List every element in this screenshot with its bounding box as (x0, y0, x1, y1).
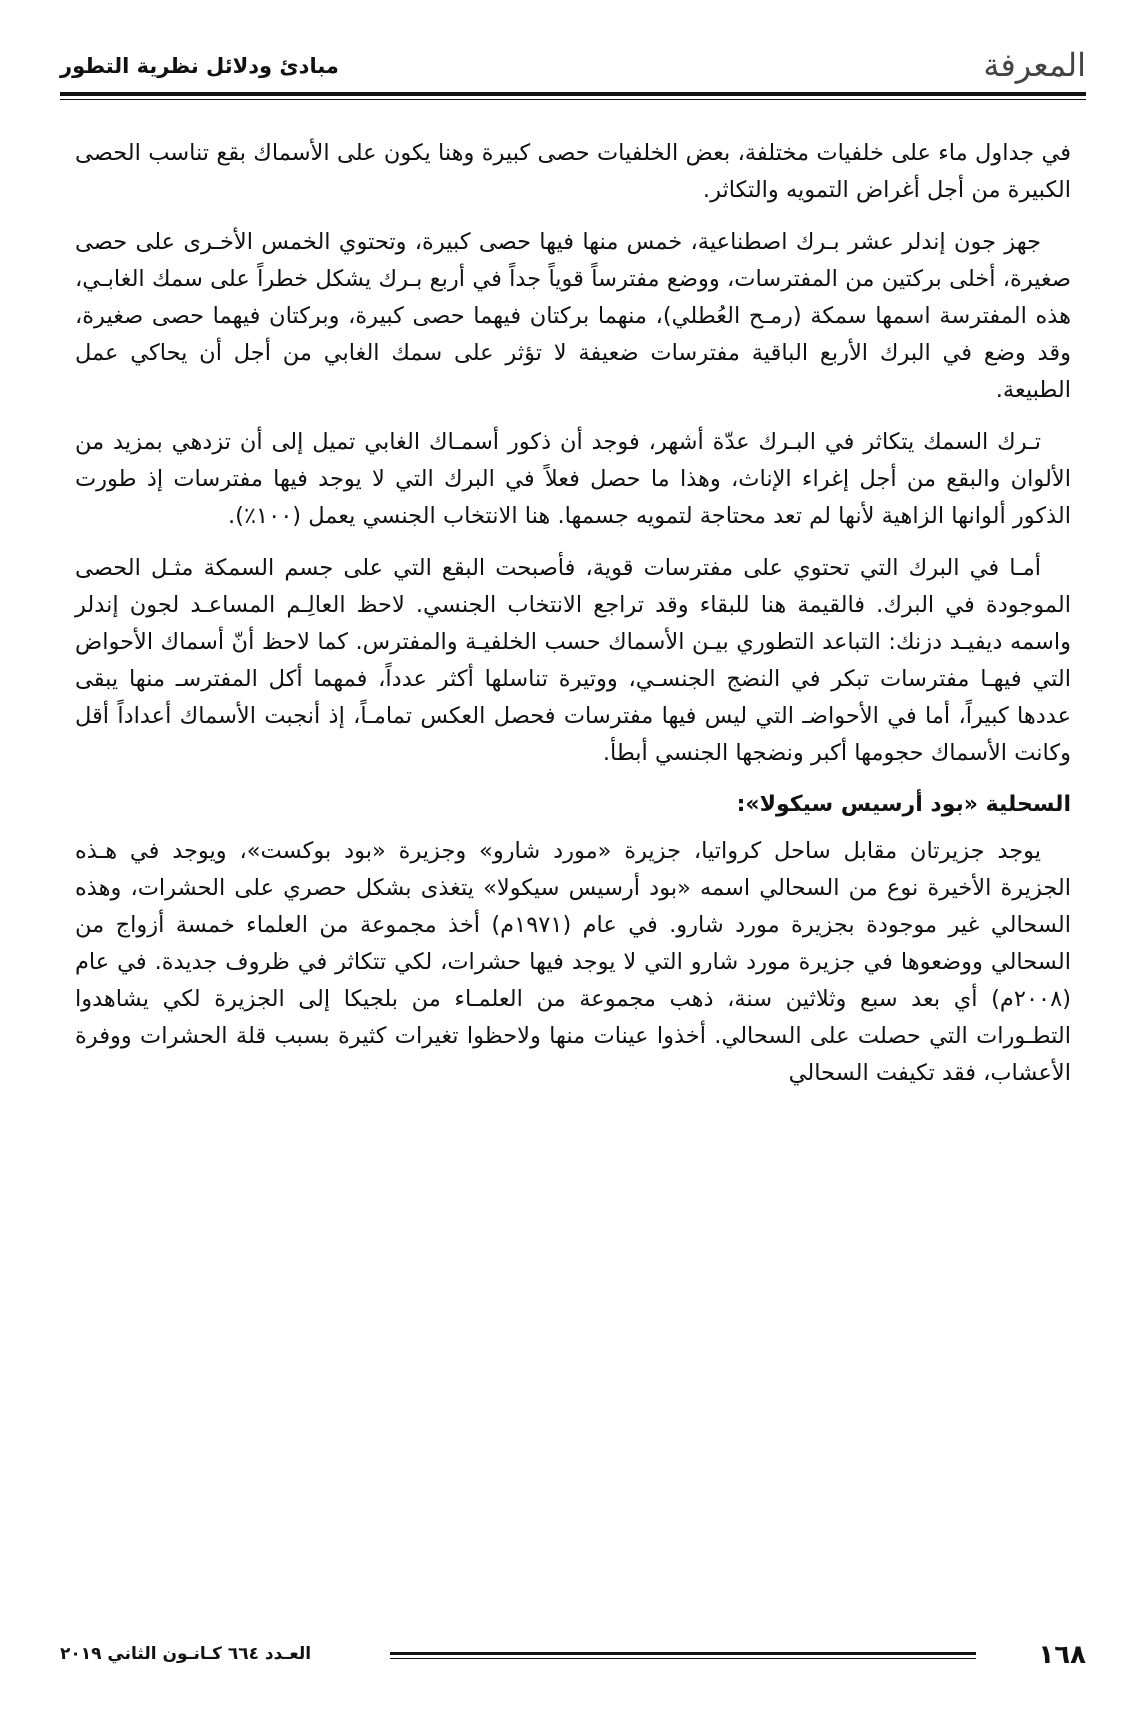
magazine-logo: المعرفة (983, 46, 1086, 84)
page-footer (60, 1640, 1086, 1680)
issue-label: العـدد ٦٦٤ كـانـون الثاني ٢٠١٩ (60, 1644, 312, 1664)
paragraph: يوجد جزيرتان مقابل ساحل كرواتيا، جزيرة «مورد شارو» وجزيرة «بود بوكست»، ويوجد في هـذه الجزيرة الأخيرة نوع من السحالي اسمه «بود أرسيس سيكولا» يتغذى بشكل حصري على الحشرات، وهذه السحالي غير موجودة بجزيرة مورد شارو. في عام (١٩٧١م) أخذ مجموعة من العلماء خمسة أزواج من السحالي ووضعوها في جزيرة مورد شارو التي لا يوجد فيها حشرات، لكي تتكاثر في ظروف جديدة. في عام (٢٠٠٨م) أي بعد سبع وثلاثين سنة، ذهب مجموعة من العلمـاء من بلجيكا إلى الجزيرة لكي يشاهدوا التطـورات التي حصلت على السحالي. أخذوا عينات منها ولاحظوا تغيرات كثيرة بسبب قلة الحشرات ووفرة الأعشاب، فقد تكيفت السحالي (75, 838, 1072, 1086)
header-rule-thin (60, 99, 1086, 100)
paragraph: أمـا في البرك التي تحتوي على مفترسات قوية، فأصبحت البقع التي على جسم السمكة مثـل الحصى الموجودة في البرك. فالقيمة هنا للبقاء وقد تراجع الانتخاب الجنسي. لاحظ العالِـم المساعـد لجون إندلر واسمه ديفيـد دزنك: التباعد التطوري بيـن الأسماك حسب الخلفيـة والمفترس. كما لاحظ أنّ أسماك الأحواض التي فيهـا مفترسات تبكر في النضج الجنسـي، ووتيرة تناسلها أكثر عدداً، فمهما أكل المفترسـ منها يبقى عددها كبيراً، أما في الأحواضـ التي ليس فيها مفترسات فحصل العكس تمامـاً، إذ أنجبت الأسماك أعداداً أقل وكانت الأسماك حجومها أكبر ونضجها الجنسي أبطأ. (75, 555, 1071, 766)
footer-rule-thin (390, 1658, 976, 1659)
paragraph: في جداول ماء على خلفيات مختلفة، بعض الخلفيات حصى كبيرة وهنا يكون على الأسماك بقع تناسب الحصى الكبيرة من أجل أغراض التمويه والتكاثر. (75, 140, 1071, 203)
header-rule (60, 92, 1086, 96)
page-number: ١٦٨ (1038, 1640, 1086, 1670)
page-header (60, 40, 1086, 90)
section-heading: السحلية «بود أرسيس سيكولا»: (736, 792, 1071, 817)
paragraph: تـرك السمك يتكاثر في البـرك عدّة أشهر، فوجد أن ذكور أسمـاك الغابي تميل إلى أن تزدهي بمزيد من الألوان والبقع من أجل إغراء الإناث، وهذا ما حصل فعلاً في البرك التي لا يوجد فيها مفترسات إذ طورت الذكور ألوانها الزاهية لأنها لم تعد محتاجة لتمويه جسمها. هنا الانتخاب الجنسي يعمل (١٠٠٪). (75, 429, 1071, 529)
footer-rule (390, 1652, 976, 1655)
paragraph: جهز جون إندلر عشر بـرك اصطناعية، خمس منها فيها حصى كبيرة، وتحتوي الخمس الأخـرى على حصى صغيرة، أخلى بركتين من المفترسات، ووضع مفترساً قوياً جداً في أربع بـرك يشكل خطراً على سمك الغابـي، هذه المفترسة اسمها سمكة (رمـح العُطلي)، منهما بركتان فيهما حصى كبيرة، وبركتان فيهما حصى صغيرة، وقد وضع في البرك الأربع الباقية مفترسات ضعيفة لا تؤثر على سمك الغابي من أجل أن يحاكي عمل الطبيعة. (75, 229, 1071, 403)
running-title: مبادئ ودلائل نظرية التطور (60, 54, 339, 78)
article-body (75, 135, 1071, 1107)
